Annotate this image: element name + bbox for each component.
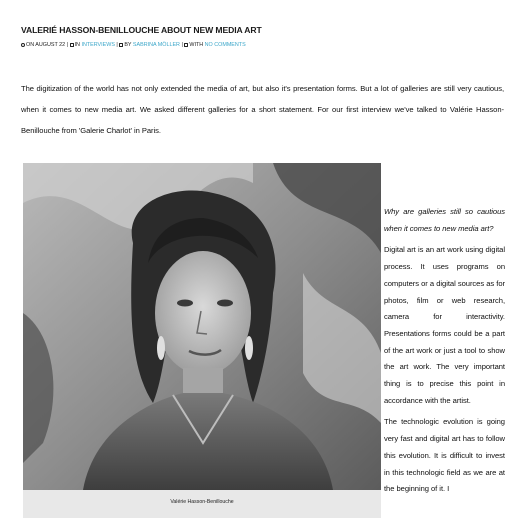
interview-question: Why are galleries still so cautious when it comes to new media art? [384, 207, 505, 233]
category-prefix: IN [74, 42, 80, 48]
category-link[interactable]: INTERVIEWS [81, 42, 115, 48]
meta-separator: | [116, 42, 118, 48]
comments-prefix: WITH [189, 42, 204, 48]
meta-separator: | [66, 42, 69, 48]
pencil-icon [119, 43, 123, 47]
author-link[interactable]: SABRINA MÖLLER [132, 42, 180, 48]
meta-separator: | [181, 42, 183, 48]
interview-column [384, 204, 505, 503]
clock-icon [21, 43, 25, 47]
author-prefix: BY [124, 42, 132, 48]
post-meta [21, 42, 246, 48]
portrait-photo [23, 163, 381, 490]
article-intro [21, 78, 504, 141]
interview-answer: The technologic evolution is going very fast and digital art has to follow this evolution. It is difficult to invest in this technologic field as we are at the beginning of it. I [384, 417, 505, 494]
intro-paragraph: The digitization of the world has not only extended the media of art, but also it's presentation forms. But a lot of galleries are still very cautious, when it comes to new media art. We asked different galleries for a short statement. For our first interview we've talked to Valérie Hasson-Benillouche from 'Galerie Charlot' in Paris. [21, 84, 504, 135]
article-title: VALERIÉ HASSON-BENILLOUCHE ABOUT NEW MEDIA ART [21, 25, 262, 35]
image-caption: Valérie Hasson-Benillouche [170, 499, 234, 505]
post-date: ON AUGUST 22 [26, 42, 66, 48]
interview-answer: Digital art is an art work using digital process. It uses programs on computers or a digital sources as for photos, film or web research, camera for interactivity. Presentations forms could be a part of the art work or just a tool to show the art work. The very important thing is to precise this point in accordance with the artist. [384, 245, 505, 405]
portrait-figure [23, 163, 381, 518]
folder-icon [70, 43, 74, 47]
comments-link[interactable]: NO COMMENTS [204, 42, 246, 48]
comment-icon [184, 43, 188, 47]
